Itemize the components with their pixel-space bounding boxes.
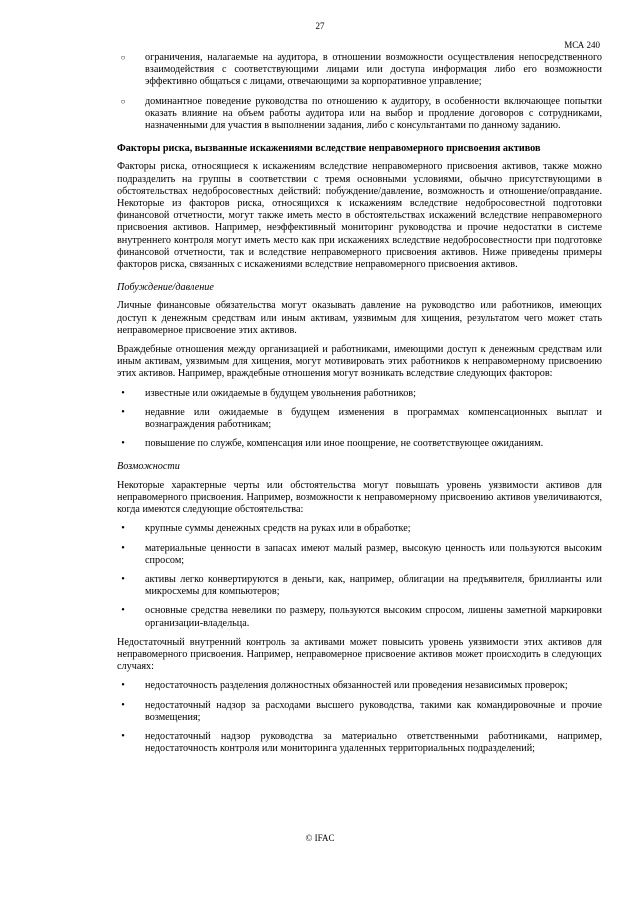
list-item: ○ ограничения, налагаемые на аудитора, в отношении возможности осуществления непосредственного взаимодействия с соответствующими лицами или доступа информация либо его возможности эффективно общаться с лицами, отвечающими за корпоративное управление; (117, 52, 602, 89)
circle-bullet-icon: ○ (120, 96, 126, 106)
list-item: • основные средства невелики по размеру, пользуются высоким спросом, лишены заметной маркировки организации-владельца. (117, 605, 602, 629)
subheading-opportunities: Возможности (117, 461, 180, 473)
list-item: • недостаточный надзор за расходами высшего руководства, такими как командировочные и прочие возмещения; (117, 700, 602, 724)
bullet-icon: • (121, 387, 125, 399)
bullet-icon: • (121, 438, 125, 450)
footer-copyright: © IFAC (305, 833, 335, 843)
paragraph: Враждебные отношения между организацией и работниками, имеющими доступ к денежным средствам или иным активам, уязвимым для хищения, могут мотивировать этих работников к неправомерному присвоению этих активов. Например, враждебные отношения могут возникать вследствие следующих факторов: (117, 344, 602, 380)
bullet-list (117, 523, 602, 629)
subheading-pressure: Побуждение/давление (117, 282, 214, 294)
list-item: ○ доминантное поведение руководства по отношению к аудитору, в особенности включающее попытки оказать влияние на объем работы аудитора или на выбор и продление договоров с сотрудниками, назначенными для участия в выполнении задания, либо с консультантами по данному заданию. (117, 96, 602, 133)
list-item: • материальные ценности в запасах имеют малый размер, высокую ценность или пользуются высоким спросом; (117, 543, 602, 567)
paragraph: Личные финансовые обязательства могут оказывать давление на руководство или работников, имеющих доступ к денежным средствам или иным активам, уязвимым для хищения, результатом чего может стать неправомерное присвоение этих активов. (117, 300, 602, 336)
list-item: • недостаточный надзор руководства за материально ответственными работниками, например, недостаточность контроля или мониторинга удаленных территориальных подразделений; (117, 731, 602, 755)
list-item: • крупные суммы денежных средств на руках или в обработке; (117, 523, 602, 535)
circle-bullet-list (117, 52, 602, 132)
list-item: • повышение по службе, компенсация или иное поощрение, не соответствующее ожиданиям. (117, 438, 602, 450)
list-item: • недостаточность разделения должностных обязанностей или проведения независимых проверок; (117, 680, 602, 692)
bullet-icon: • (121, 406, 125, 418)
page-content (117, 52, 602, 762)
section-heading: Факторы риска, вызванные искажениями вследствие неправомерного присвоения активов (117, 143, 541, 155)
paragraph: Недостаточный внутренний контроль за активами может повысить уровень уязвимости этих активов для неправомерного присвоения. Например, неправомерное присвоение активов может происходить в следующих случаях: (117, 636, 602, 673)
bullet-icon: • (121, 730, 125, 742)
list-item: • недавние или ожидаемые в будущем изменения в программах компенсационных выплат и вознаграждения работникам; (117, 407, 602, 431)
bullet-icon: • (121, 605, 125, 617)
bullet-icon: • (121, 680, 125, 692)
page-number: 27 (315, 21, 325, 31)
list-item: • активы легко конвертируются в деньги, как, например, облигации на предъявителя, бриллианты или микросхемы для компьютеров; (117, 574, 602, 598)
bullet-icon: • (121, 523, 125, 535)
bullet-icon: • (121, 699, 125, 711)
list-item: • известные или ожидаемые в будущем увольнения работников; (117, 388, 602, 400)
intro-paragraph: Факторы риска, относящиеся к искажениям вследствие неправомерного присвоения активов, также можно подразделить на группы в соответствии с тремя основными условиями, обычно присутствующими в обстоятельствах недобросовестных действий: побуждение/давление, возможность и отношение/оправдание. Некоторые из факторов риска, относящихся к искажениям вследствие недобросовестной подготовки финансовой отчетности, могут также иметь место в обстоятельствах искажений вследствие неправомерного присвоения активов. Например, неэффективный мониторинг руководства и прочие недостатки в системе внутреннего контроля могут иметь место как при искажениях вследствие недобросовестности при подготовке финансовой отчетности, так и вследствие неправомерного присвоения активов. Ниже приведены примеры факторов риска, связанных с искажениями вследствие неправомерного присвоения активов. (117, 161, 602, 271)
paragraph: Некоторые характерные черты или обстоятельства могут повышать уровень уязвимости активов для неправомерного присвоения. Например, возможности к неправомерному присвоению активов увеличиваются, когда имеются следующие обстоятельства: (117, 479, 602, 516)
circle-bullet-icon: ○ (120, 53, 126, 62)
document-code: МСА 240 (564, 40, 600, 50)
bullet-icon: • (121, 573, 125, 585)
bullet-list (117, 680, 602, 755)
bullet-icon: • (121, 542, 125, 554)
bullet-list (117, 388, 602, 451)
